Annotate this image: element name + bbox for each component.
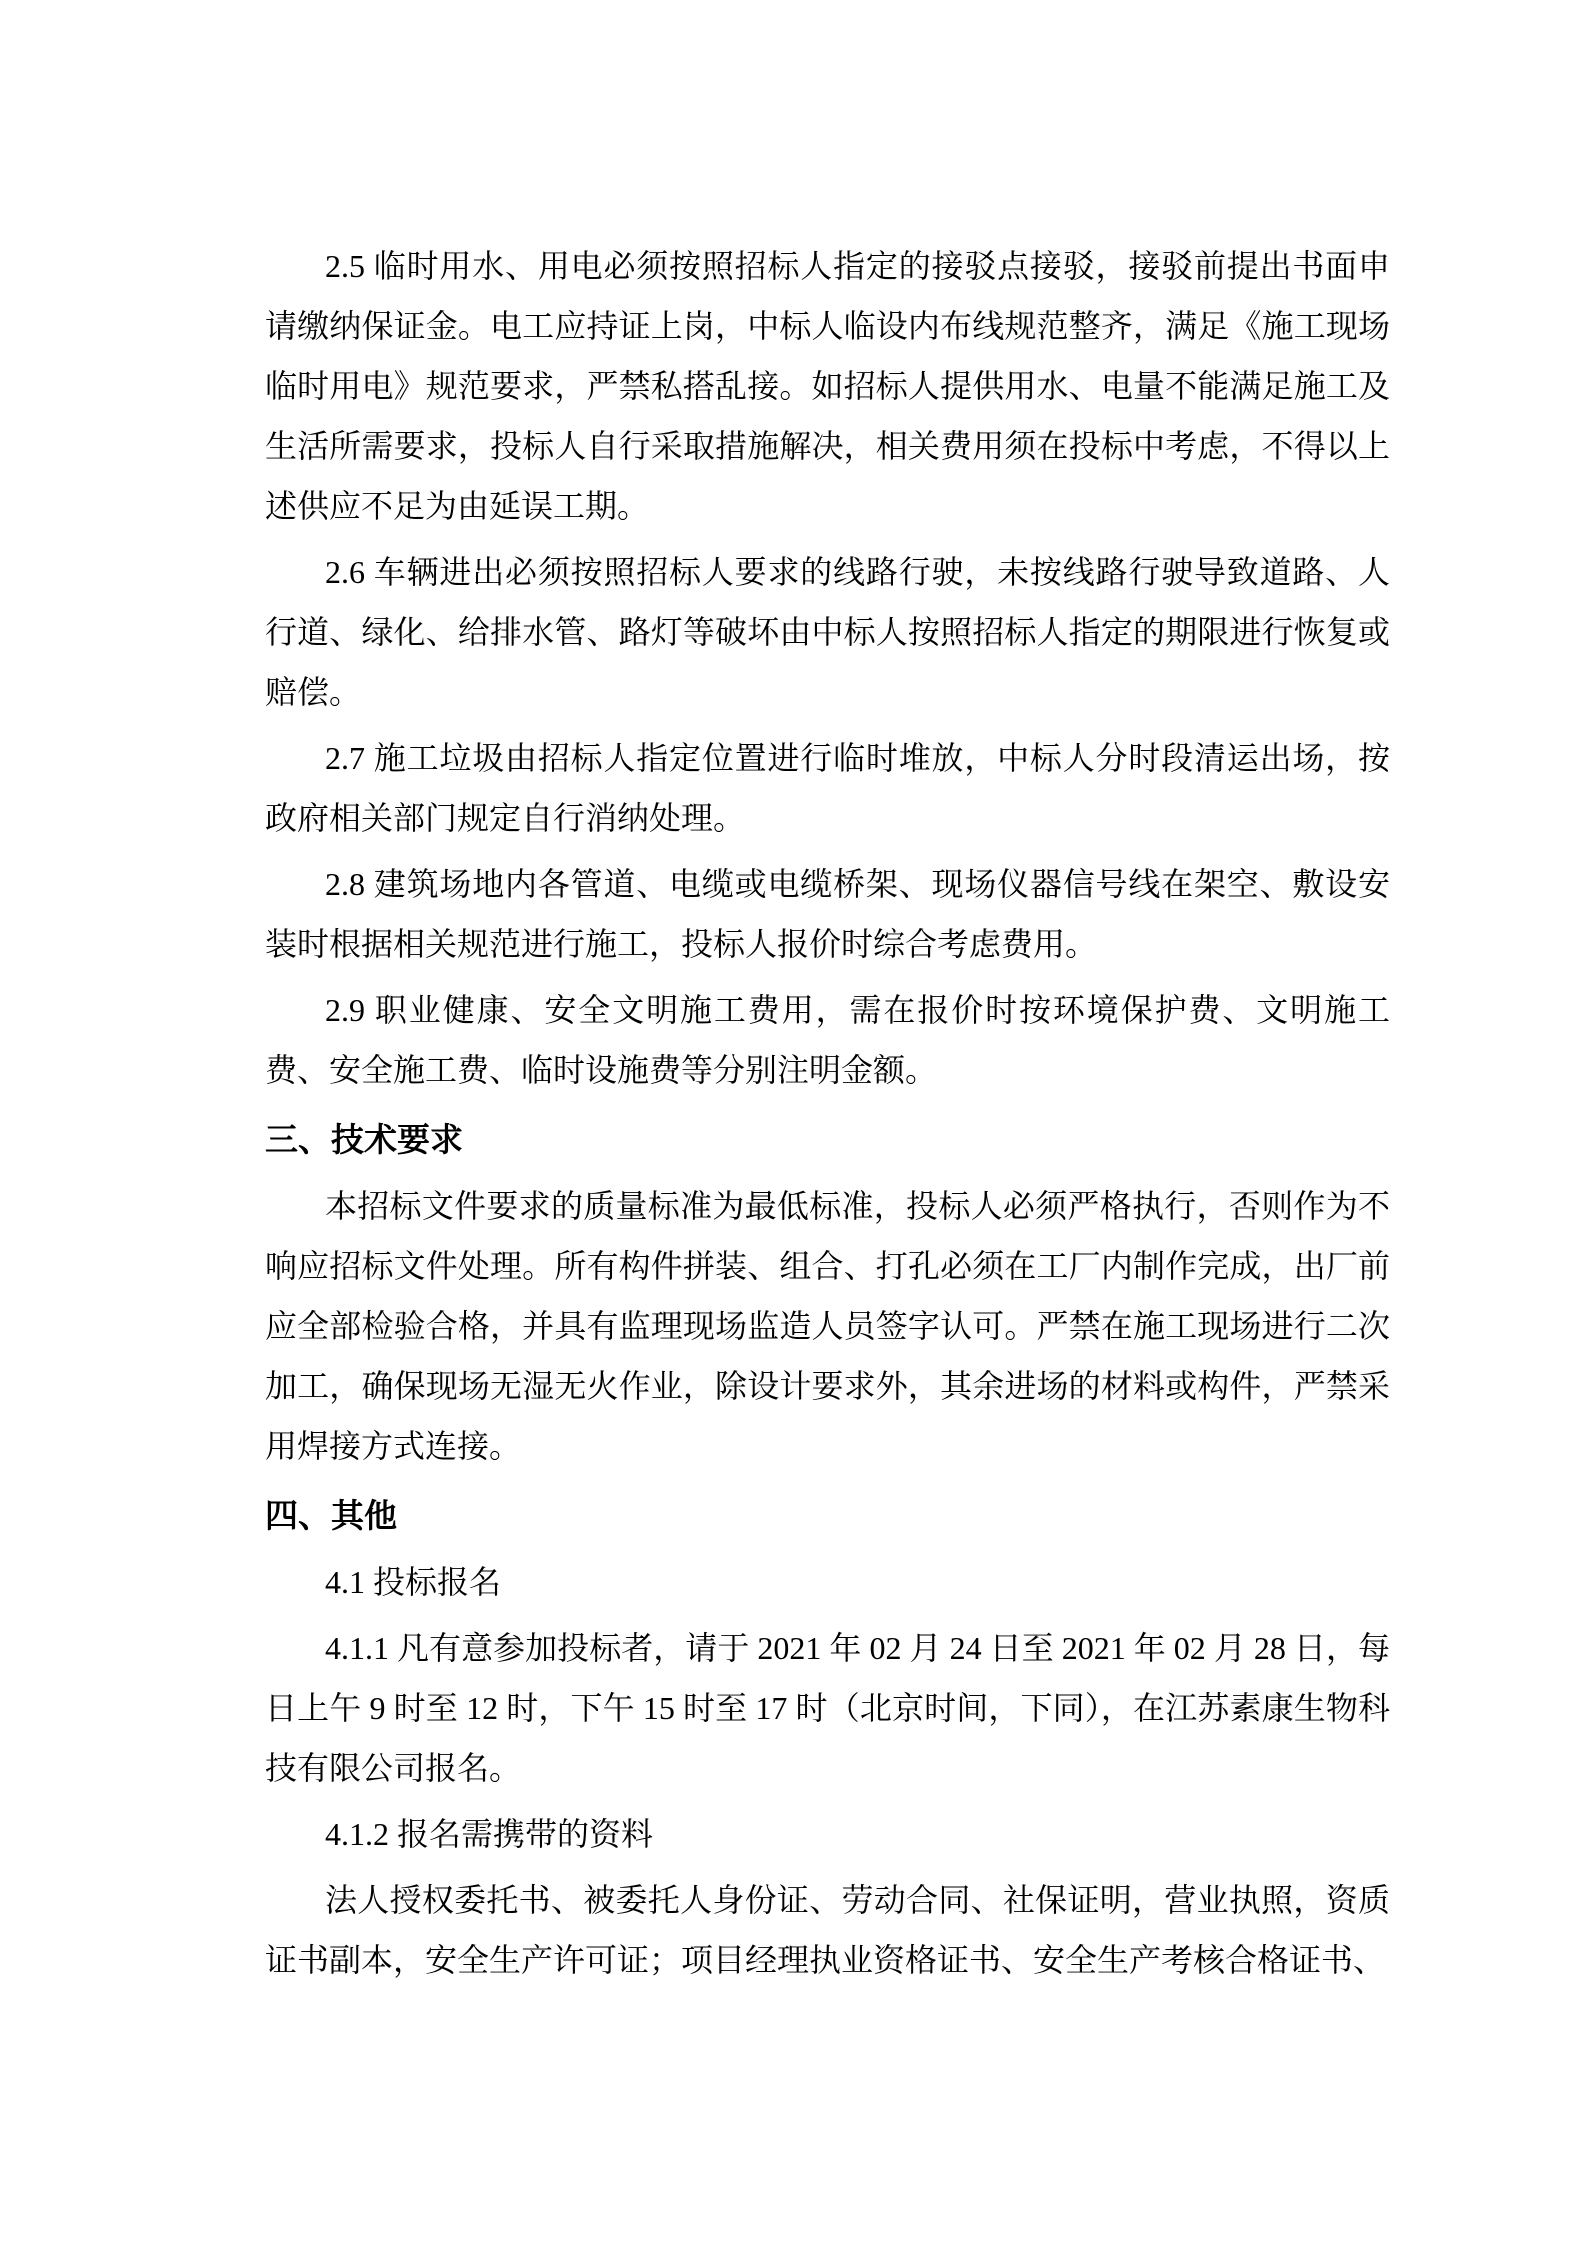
paragraph-4-1-1-registration-period: 4.1.1 凡有意参加投标者，请于 2021 年 02 月 24 日至 2021 年 02 月 28 日，每日上午 9 时至 12 时，下午 15 时至 17 时（北京时间，下同），在江苏素康生物科技有限公司报名。 [265,1630,1390,1786]
document-content [265,236,1390,1990]
paragraph-2-5-temporary-water-power: 2.5 临时用水、用电必须按照招标人指定的接驳点接驳，接驳前提出书面申请缴纳保证金。电工应持证上岗，中标人临设内布线规范整齐，满足《施工现场临时用电》规范要求，严禁私搭乱接。如招标人提供用水、电量不能满足施工及生活所需要求，投标人自行采取措施解决，相关费用须在投标中考虑，不得以上述供应不足为由延误工期。 [265,248,1390,524]
heading-section-4-other: 四、其他 [265,1497,397,1534]
paragraph-4-1-2-required-materials: 4.1.2 报名需携带的资料 [325,1816,654,1852]
paragraph-technical-requirements-body: 本招标文件要求的质量标准为最低标准，投标人必须严格执行，否则作为不响应招标文件处理。所有构件拼装、组合、打孔必须在工厂内制作完成，出厂前应全部检验合格，并具有监理现场监造人员签字认可。严禁在施工现场进行二次加工，确保现场无湿无火作业，除设计要求外，其余进场的材料或构件，严禁采用焊接方式连接。 [265,1188,1390,1464]
paragraph-2-9-hse-fees: 2.9 职业健康、安全文明施工费用，需在报价时按环境保护费、文明施工费、安全施工费、临时设施费等分别注明金额。 [265,992,1390,1088]
paragraph-2-7-construction-waste: 2.7 施工垃圾由招标人指定位置进行临时堆放，中标人分时段清运出场，按政府相关部门规定自行消纳处理。 [265,740,1390,836]
heading-section-3-technical-requirements: 三、技术要求 [265,1121,463,1158]
paragraph-4-1-bid-registration: 4.1 投标报名 [325,1564,502,1600]
paragraph-2-8-pipes-cables: 2.8 建筑场地内各管道、电缆或电缆桥架、现场仪器信号线在架空、敷设安装时根据相关规范进行施工，投标人报价时综合考虑费用。 [265,866,1390,962]
paragraph-2-6-vehicle-routes: 2.6 车辆进出必须按照招标人要求的线路行驶，未按线路行驶导致道路、人行道、绿化、给排水管、路灯等破坏由中标人按照招标人指定的期限进行恢复或赔偿。 [265,554,1390,710]
paragraph-required-materials-list: 法人授权委托书、被委托人身份证、劳动合同、社保证明，营业执照，资质证书副本，安全生产许可证；项目经理执业资格证书、安全生产考核合格证书、 [265,1882,1390,1978]
